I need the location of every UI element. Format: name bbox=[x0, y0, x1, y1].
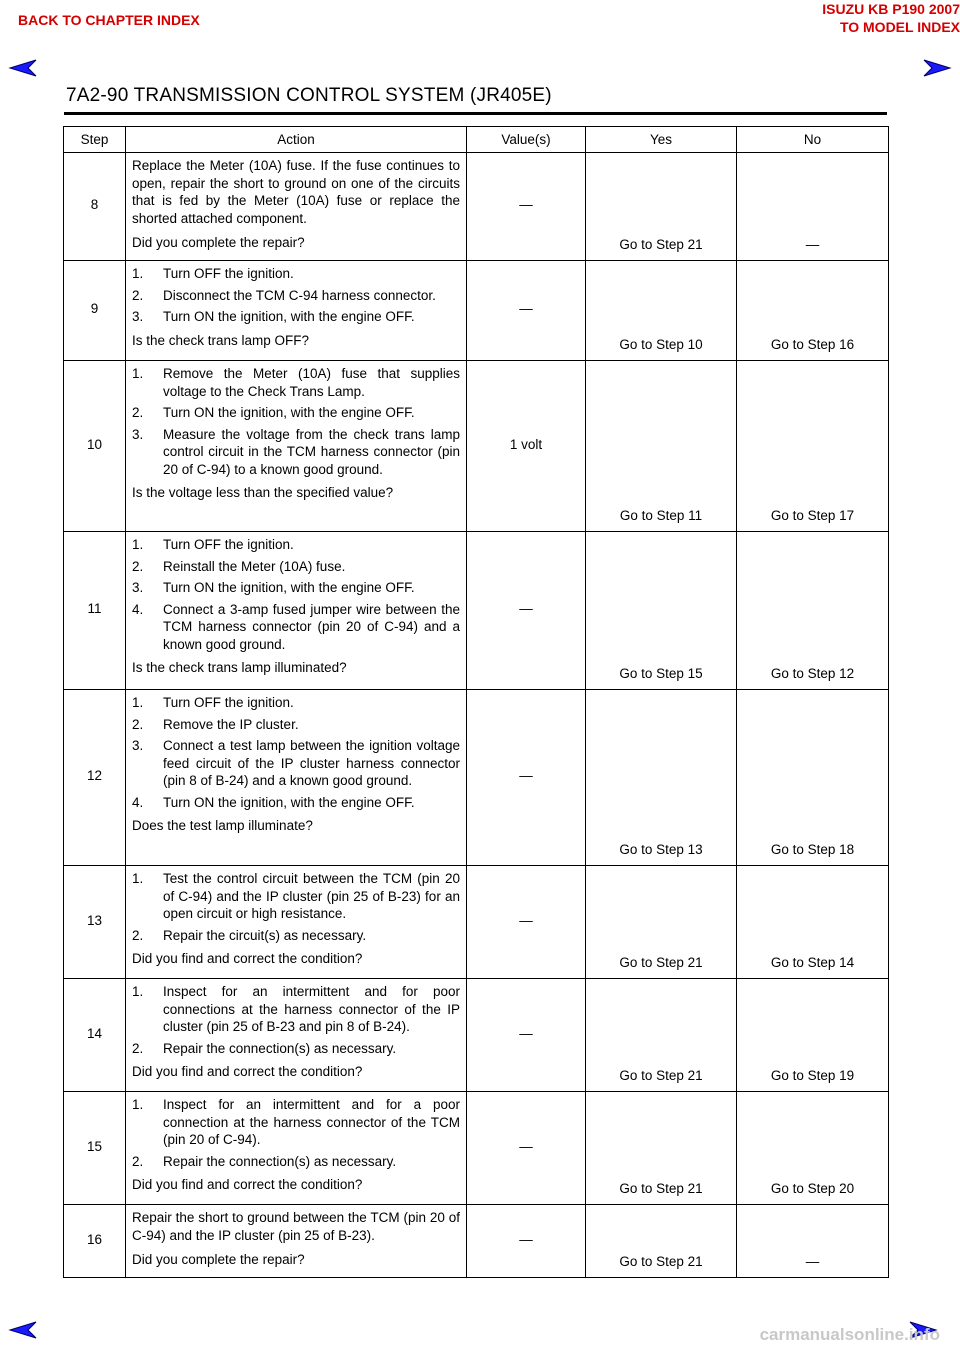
action-step-item bbox=[132, 404, 460, 422]
action-step-text: Turn ON the ignition, with the engine OFF. bbox=[163, 405, 415, 420]
action-steps-list bbox=[132, 265, 460, 326]
action-step-text: Connect a test lamp between the ignition voltage feed circuit of the IP cluster harness connector (pin 8 of B-24) and a known good ground. bbox=[163, 738, 460, 788]
page-title: 7A2-90 TRANSMISSION CONTROL SYSTEM (JR405E) bbox=[66, 85, 552, 106]
action-step-text: Repair the circuit(s) as necessary. bbox=[163, 927, 367, 943]
action-step-item bbox=[132, 287, 460, 305]
action-question: Did you complete the repair? bbox=[132, 235, 305, 250]
title-rule bbox=[64, 112, 887, 115]
action-question: Is the check trans lamp illuminated? bbox=[132, 660, 347, 675]
action-question: Did you complete the repair? bbox=[132, 1252, 305, 1267]
action-step-number: 1. bbox=[132, 695, 144, 710]
table-header-row bbox=[64, 127, 889, 153]
action-question: Is the voltage less than the specified value? bbox=[132, 485, 394, 500]
step-number: 13 bbox=[64, 866, 126, 979]
action-step-number: 3. bbox=[132, 738, 144, 753]
action-description: Replace the Meter (10A) fuse. If the fuse continues to open, repair the short to ground on one of the circuits that is fed by the Meter (10A) fuse or replace the shorted attached component. bbox=[132, 158, 460, 226]
step-number: 11 bbox=[64, 532, 126, 690]
action-step-item bbox=[132, 694, 460, 712]
action-step-number: 1. bbox=[132, 366, 144, 381]
action-steps-list bbox=[132, 365, 460, 478]
yes-cell: Go to Step 21 bbox=[586, 1205, 737, 1278]
action-cell bbox=[126, 1092, 467, 1205]
action-step-text: Repair the connection(s) as necessary. bbox=[163, 1040, 397, 1056]
action-cell bbox=[126, 979, 467, 1092]
action-cell bbox=[126, 532, 467, 690]
action-cell bbox=[126, 361, 467, 532]
action-step-text: Turn ON the ignition, with the engine OFF. bbox=[163, 580, 415, 595]
action-step-text: Turn ON the ignition, with the engine OFF. bbox=[163, 794, 415, 810]
value-cell: — bbox=[467, 979, 586, 1092]
no-cell: Go to Step 18 bbox=[737, 690, 889, 866]
action-cell bbox=[126, 153, 467, 261]
table-row bbox=[64, 261, 889, 361]
action-step-item bbox=[132, 716, 460, 734]
step-number: 15 bbox=[64, 1092, 126, 1205]
value-cell: — bbox=[467, 1092, 586, 1205]
yes-cell: Go to Step 21 bbox=[586, 866, 737, 979]
action-step-text: Measure the voltage from the check trans lamp control circuit in the TCM harness connector (pin 20 of C-94) to a known good ground. bbox=[163, 426, 460, 477]
yes-cell: Go to Step 11 bbox=[586, 361, 737, 532]
action-steps-list bbox=[132, 536, 460, 653]
yes-cell: Go to Step 13 bbox=[586, 690, 737, 866]
value-cell: — bbox=[467, 532, 586, 690]
table-row bbox=[64, 1205, 889, 1278]
action-step-item bbox=[132, 536, 460, 554]
yes-cell: Go to Step 21 bbox=[586, 1092, 737, 1205]
action-step-text: Turn ON the ignition, with the engine OFF. bbox=[163, 309, 415, 324]
no-cell: — bbox=[737, 1205, 889, 1278]
value-cell: — bbox=[467, 1205, 586, 1278]
action-step-text: Turn OFF the ignition. bbox=[163, 537, 294, 552]
no-cell: — bbox=[737, 153, 889, 261]
action-step-item bbox=[132, 601, 460, 654]
action-step-number: 1. bbox=[132, 266, 144, 281]
yes-cell: Go to Step 10 bbox=[586, 261, 737, 361]
action-step-text: Disconnect the TCM C-94 harness connector. bbox=[163, 287, 436, 303]
action-step-item bbox=[132, 983, 460, 1036]
action-description: Repair the short to ground between the TCM (pin 20 of C-94) and the IP cluster (pin 25 of B-23). bbox=[132, 1210, 460, 1243]
action-step-number: 4. bbox=[132, 794, 144, 810]
action-step-number: 3. bbox=[132, 580, 144, 595]
yes-cell: Go to Step 21 bbox=[586, 979, 737, 1092]
action-question: Did you find and correct the condition? bbox=[132, 951, 363, 966]
action-step-number: 1. bbox=[132, 984, 144, 999]
action-question: Did you find and correct the condition? bbox=[132, 1177, 363, 1192]
back-to-chapter-index-link[interactable]: BACK TO CHAPTER INDEX bbox=[18, 12, 200, 28]
action-steps-list bbox=[132, 1096, 460, 1170]
header-yes: Yes bbox=[586, 127, 737, 153]
action-step-item bbox=[132, 737, 460, 790]
action-step-number: 3. bbox=[132, 309, 144, 324]
action-cell bbox=[126, 1205, 467, 1278]
action-step-text: Inspect for an intermittent and for a poor connection at the harness connector of the TCM (pin 20 of C-94). bbox=[163, 1097, 460, 1147]
no-cell: Go to Step 12 bbox=[737, 532, 889, 690]
yes-cell: Go to Step 21 bbox=[586, 153, 737, 261]
action-question: Did you find and correct the condition? bbox=[132, 1064, 363, 1079]
action-question: Does the test lamp illuminate? bbox=[132, 818, 313, 833]
value-cell: 1 volt bbox=[467, 361, 586, 532]
action-step-text: Repair the connection(s) as necessary. bbox=[163, 1153, 397, 1169]
action-step-text: Remove the IP cluster. bbox=[163, 716, 299, 732]
action-step-text: Reinstall the Meter (10A) fuse. bbox=[163, 558, 346, 574]
action-cell bbox=[126, 866, 467, 979]
action-cell bbox=[126, 690, 467, 866]
no-cell: Go to Step 16 bbox=[737, 261, 889, 361]
diagnostic-table bbox=[63, 126, 889, 1278]
no-cell: Go to Step 20 bbox=[737, 1092, 889, 1205]
action-step-item bbox=[132, 1040, 460, 1058]
arrow-left-icon[interactable] bbox=[8, 1320, 38, 1340]
no-cell: Go to Step 17 bbox=[737, 361, 889, 532]
action-cell bbox=[126, 261, 467, 361]
action-step-item bbox=[132, 426, 460, 479]
step-number: 12 bbox=[64, 690, 126, 866]
action-step-text: Remove the Meter (10A) fuse that supplies voltage to the Check Trans Lamp. bbox=[163, 366, 460, 399]
value-cell: — bbox=[467, 690, 586, 866]
arrow-right-icon[interactable] bbox=[922, 58, 952, 78]
action-step-number: 2. bbox=[132, 1040, 144, 1056]
action-step-number: 4. bbox=[132, 601, 144, 617]
value-cell: — bbox=[467, 261, 586, 361]
action-steps-list bbox=[132, 694, 460, 811]
step-number: 8 bbox=[64, 153, 126, 261]
action-step-number: 2. bbox=[132, 1153, 144, 1169]
step-number: 10 bbox=[64, 361, 126, 532]
step-number: 14 bbox=[64, 979, 126, 1092]
action-step-number: 2. bbox=[132, 927, 144, 943]
table-row bbox=[64, 153, 889, 261]
action-step-number: 2. bbox=[132, 405, 144, 420]
header-values: Value(s) bbox=[467, 127, 586, 153]
table-row bbox=[64, 1092, 889, 1205]
action-step-text: Connect a 3-amp fused jumper wire between the TCM harness connector (pin 20 of C-94) and a known good ground. bbox=[163, 601, 460, 652]
step-number: 9 bbox=[64, 261, 126, 361]
table-row bbox=[64, 532, 889, 690]
action-step-text: Inspect for an intermittent and for poor connections at the harness connector of the IP cluster (pin 25 of B-23 and pin 8 of B-24). bbox=[163, 984, 460, 1034]
step-number: 16 bbox=[64, 1205, 126, 1278]
action-step-number: 2. bbox=[132, 558, 144, 574]
table-row bbox=[64, 361, 889, 532]
action-step-item bbox=[132, 794, 460, 812]
action-steps-list bbox=[132, 983, 460, 1057]
action-step-item bbox=[132, 558, 460, 576]
action-step-item bbox=[132, 927, 460, 945]
table-row bbox=[64, 866, 889, 979]
yes-cell: Go to Step 15 bbox=[586, 532, 737, 690]
action-step-text: Test the control circuit between the TCM (pin 20 of C-94) and the IP cluster (pin 25 of B-23) for an open circuit or high resistance. bbox=[163, 871, 460, 921]
header-step: Step bbox=[64, 127, 126, 153]
header-action: Action bbox=[126, 127, 467, 153]
action-step-text: Turn OFF the ignition. bbox=[163, 695, 294, 710]
no-cell: Go to Step 19 bbox=[737, 979, 889, 1092]
action-step-number: 1. bbox=[132, 1097, 144, 1112]
watermark: carmanualsonline.info bbox=[759, 1325, 940, 1344]
model-name-link[interactable]: ISUZU KB P190 2007 bbox=[822, 1, 960, 17]
action-step-item bbox=[132, 1096, 460, 1149]
action-step-number: 1. bbox=[132, 871, 144, 886]
action-step-text: Turn OFF the ignition. bbox=[163, 266, 294, 281]
action-step-item bbox=[132, 579, 460, 597]
action-step-item bbox=[132, 265, 460, 283]
action-steps-list bbox=[132, 870, 460, 944]
to-model-index-link[interactable]: TO MODEL INDEX bbox=[839, 19, 960, 35]
action-step-item bbox=[132, 1153, 460, 1171]
action-question: Is the check trans lamp OFF? bbox=[132, 332, 310, 348]
table-row bbox=[64, 690, 889, 866]
value-cell: — bbox=[467, 153, 586, 261]
action-step-item bbox=[132, 308, 460, 326]
action-step-number: 2. bbox=[132, 287, 144, 303]
value-cell: — bbox=[467, 866, 586, 979]
action-step-number: 3. bbox=[132, 426, 144, 442]
no-cell: Go to Step 14 bbox=[737, 866, 889, 979]
action-step-number: 2. bbox=[132, 716, 144, 732]
action-step-item bbox=[132, 365, 460, 400]
action-step-number: 1. bbox=[132, 537, 144, 552]
table-row bbox=[64, 979, 889, 1092]
action-step-item bbox=[132, 870, 460, 923]
header-no: No bbox=[737, 127, 889, 153]
arrow-left-icon[interactable] bbox=[8, 58, 38, 78]
